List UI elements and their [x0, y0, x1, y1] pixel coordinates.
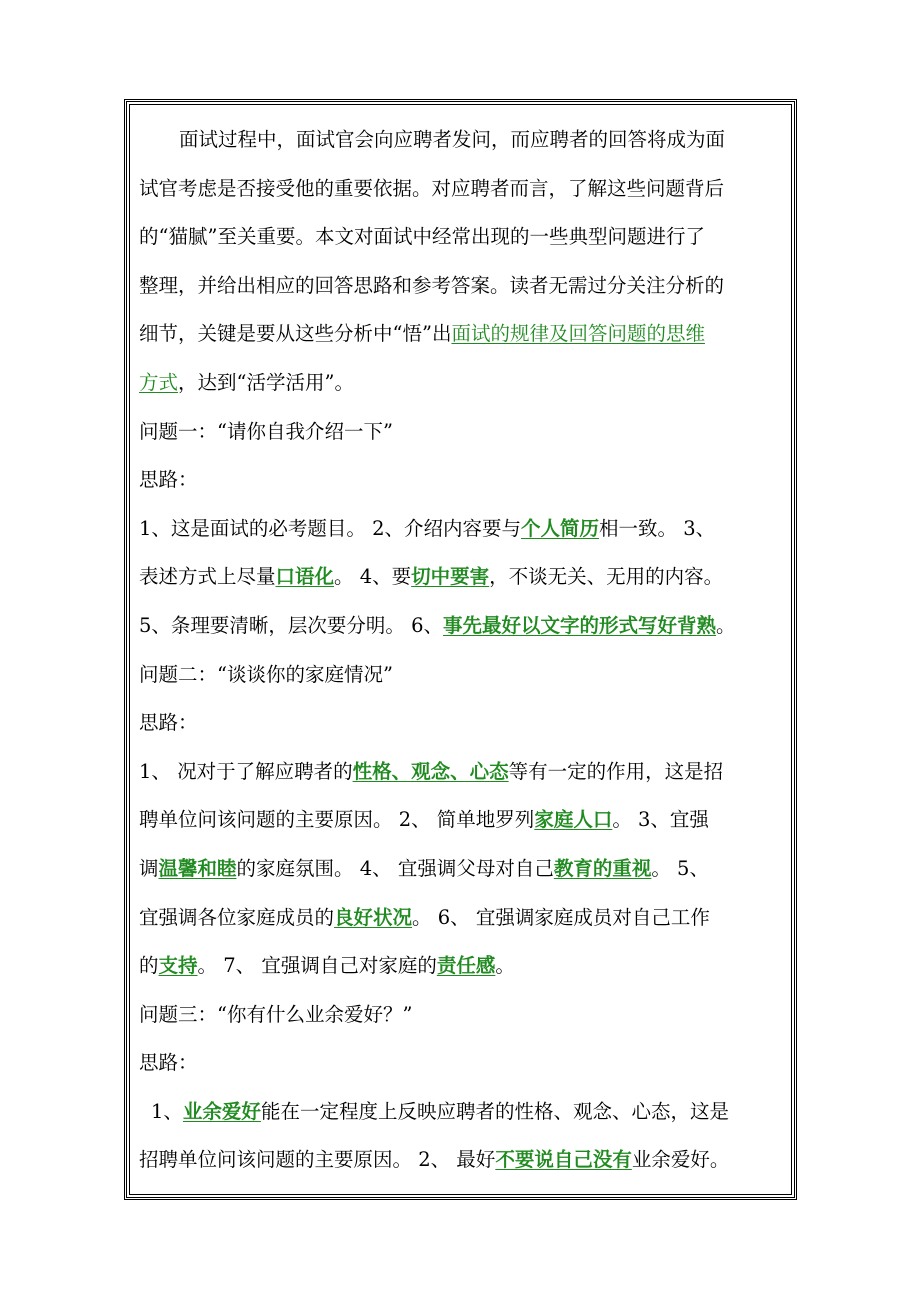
q3-line-2	[139, 1136, 789, 1185]
q2-text: 的家庭氛围。 4、 宜强调父母对自己	[236, 856, 554, 880]
q3-text: 业余爱好。	[631, 1148, 730, 1172]
q1-text: 1、这是面试的必考题目。 2、介绍内容要与	[139, 516, 522, 540]
q3-line-1	[139, 1088, 789, 1137]
colloquial-link[interactable]: 口语化	[275, 565, 335, 589]
q2-line-2	[139, 796, 789, 845]
intro-line-6	[139, 359, 789, 408]
q2-text: 聘单位问该问题的主要原因。 2、 简单地罗列	[139, 808, 535, 832]
interview-rules-link[interactable]: 面试的规律及回答问题的思维	[451, 322, 705, 346]
q1-text: 。 4、要	[334, 565, 412, 589]
q2-text: 宜强调各位家庭成员的	[139, 905, 335, 929]
q2-text: 。 7、 宜强调自己对家庭的	[197, 954, 437, 978]
question-2-title: 问题二：“谈谈你的家庭情况”	[139, 662, 393, 686]
question-2-label: 思路：	[139, 711, 198, 735]
question-1-label: 思路：	[139, 468, 198, 492]
good-condition-link[interactable]: 良好状况	[334, 905, 413, 929]
responsibility-link[interactable]: 责任感	[436, 954, 496, 978]
write-memorize-link[interactable]: 事先最好以文字的形式写好背熟	[443, 613, 717, 637]
q1-text: 相一致。 3、	[599, 516, 716, 540]
intro-line-1: 面试过程中，面试官会向应聘者发问，而应聘者的回答将成为面	[179, 128, 726, 151]
q3-text: 能在一定程度上反映应聘者的性格、观念、心态，这是	[260, 1099, 729, 1123]
question-3-title: 问题三：“你有什么业余爱好？”	[139, 1002, 413, 1026]
q2-text: 等有一定的作用，这是招	[508, 759, 724, 783]
q2-text: 。 6、 宜强调家庭成员对自己工作	[412, 905, 710, 929]
intro-text: 细节，关键是要从这些分析中“悟”出	[139, 322, 452, 346]
q1-line-2	[139, 553, 789, 602]
q1-text: ，不谈无关、无用的内容。	[489, 565, 724, 589]
q1-text: 。	[716, 613, 736, 637]
q2-text: 。 3、宜强	[612, 808, 709, 832]
q1-text: 表述方式上尽量	[139, 565, 276, 589]
q2-line-1	[139, 748, 789, 797]
harmony-link[interactable]: 温馨和睦	[158, 856, 237, 880]
intro-line-3: 的“猫腻”至关重要。本文对面试中经常出现的一些典型问题进行了	[139, 225, 705, 249]
q1-line-1	[139, 505, 789, 554]
support-link[interactable]: 支持	[158, 954, 198, 978]
q2-line-3	[139, 845, 789, 894]
q2-text: 的	[139, 954, 159, 978]
q2-line-5	[139, 942, 789, 991]
personality-link[interactable]: 性格、观念、心态	[352, 759, 509, 783]
intro-text: ，达到“活学活用”。	[178, 370, 354, 394]
no-hobby-link[interactable]: 不要说自己没有	[495, 1148, 632, 1172]
family-members-link[interactable]: 家庭人口	[534, 808, 613, 832]
q2-text: 调	[139, 856, 159, 880]
key-point-link[interactable]: 切中要害	[411, 565, 490, 589]
document-body	[139, 116, 789, 1185]
intro-line-4: 整理，并给出相应的回答思路和参考答案。读者无需过分关注分析的	[139, 273, 725, 297]
hobby-link[interactable]: 业余爱好	[182, 1099, 261, 1123]
q2-text: 。	[495, 954, 515, 978]
q2-line-4	[139, 894, 789, 943]
q2-text: 。 5、	[651, 856, 709, 880]
q3-text: 招聘单位问该问题的主要原因。 2、 最好	[139, 1148, 496, 1172]
q2-text: 1、 况对于了解应聘者的	[139, 759, 353, 783]
interview-rules-link-cont[interactable]: 方式	[139, 370, 179, 394]
education-link[interactable]: 教育的重视	[553, 856, 652, 880]
intro-line-2: 试官考虑是否接受他的重要依据。对应聘者而言，了解这些问题背后	[139, 176, 725, 200]
q1-text: 5、条理要清晰，层次要分明。 6、	[139, 613, 444, 637]
q1-line-3	[139, 602, 789, 651]
q3-text: 1、	[151, 1099, 183, 1123]
question-1-title: 问题一：“请你自我介绍一下”	[139, 419, 393, 443]
resume-link[interactable]: 个人简历	[521, 516, 600, 540]
question-3-label: 思路：	[139, 1051, 198, 1075]
intro-line-5	[139, 310, 789, 359]
